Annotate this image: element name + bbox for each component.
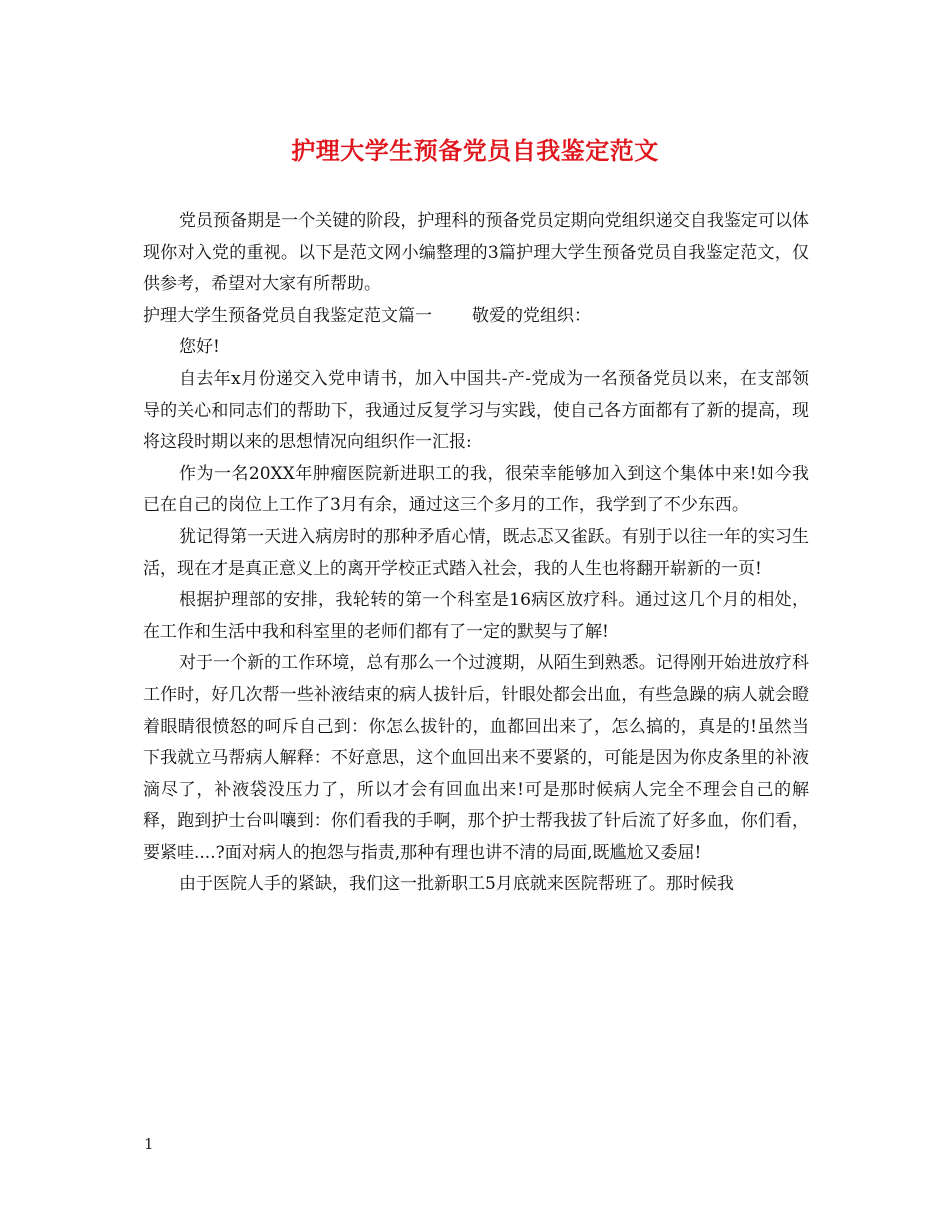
intro-paragraph: 党员预备期是一个关键的阶段，护理科的预备党员定期向党组织递交自我鉴定可以体现你对入党的重视。以下是范文网小编整理的3篇护理大学生预备党员自我鉴定范文，仅供参考，希望对大家有所帮助。	[143, 211, 809, 295]
salutation: 敬爱的党组织：	[472, 305, 591, 326]
body-paragraph: 根据护理部的安排，我轮转的第一个科室是16病区放疗科。通过这几个月的相处，在工作和生活中我和科室里的老师们都有了一定的默契与了解!	[143, 590, 809, 642]
body-paragraph: 对于一个新的工作环境，总有那么一个过渡期，从陌生到熟悉。记得刚开始进放疗科工作时，好几次帮一些补液结束的病人拔针后，针眼处都会出血，有些急躁的病人就会瞪着眼睛很愤怒的呵斥自己到：你怎么拔针的，血都回出来了，怎么搞的，真是的!虽然当下我就立马帮病人解释：不好意思，这个血回出来不要紧的，可能是因为你皮条里的补液滴尽了，补液袋没压力了，所以才会有回血出来!可是那时候病人完全不理会自己的解释，跑到护士台叫嚷到：你们看我的手啊，那个护士帮我拔了针后流了好多血，你们看，要紧哇....?面对病人的抱怨与指责,那种有理也讲不清的局面,既尴尬又委屈!	[143, 653, 809, 863]
body-paragraph: 作为一名20XX年肿瘤医院新进职工的我，很荣幸能够加入到这个集体中来!如今我已在自己的岗位上工作了3月有余，通过这三个多月的工作，我学到了不少东西。	[143, 463, 809, 516]
greeting: 您好!	[179, 337, 220, 358]
body-paragraph: 犹记得第一天进入病房时的那种矛盾心情，既忐忑又雀跃。有别于以往一年的实习生活，现在才是真正意义上的离开学校正式踏入社会，我的人生也将翻开崭新的一页!	[143, 526, 809, 579]
document-body	[143, 206, 809, 901]
document-title: 护理大学生预备党员自我鉴定范文	[291, 136, 659, 165]
section-heading-line	[143, 301, 809, 333]
section-heading: 护理大学生预备党员自我鉴定范文篇一	[143, 305, 432, 326]
body-paragraph: 自去年x月份递交入党申请书，加入中国共-产-党成为一名预备党员以来，在支部领导的关心和同志们的帮助下，我通过反复学习与实践，使自己各方面都有了新的提高，现将这段时期以来的思想情况向组织作一汇报:	[143, 368, 809, 453]
page-number: 1	[144, 1135, 154, 1153]
body-paragraph: 由于医院人手的紧缺，我们这一批新职工5月底就来医院帮班了。那时候我	[179, 874, 734, 895]
